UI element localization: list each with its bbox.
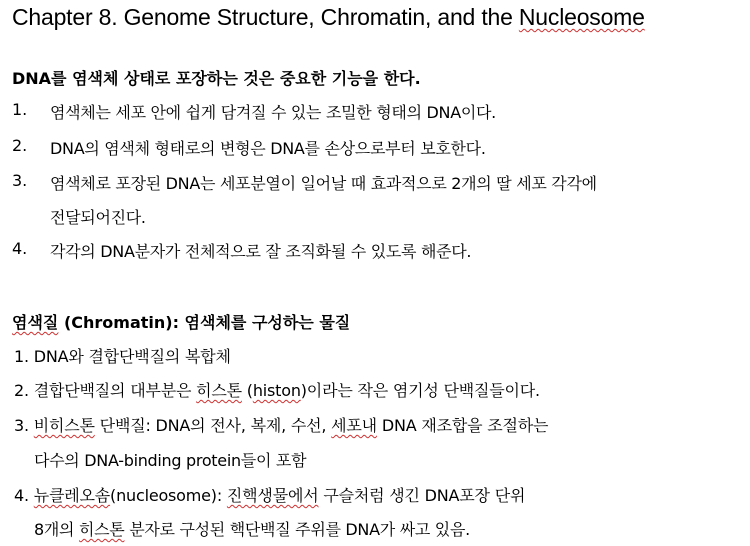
s2-item2-text-a: 결합단백질의 대부분은	[33, 381, 197, 400]
s2-item1-text: DNA와 결합단백질의 복합체	[33, 347, 231, 366]
s2-item3-text-d: DNA 재조합을 조절하는	[376, 416, 549, 435]
section2-heading-rest: (Chromatin): 염색체를 구성하는 물질	[58, 313, 351, 332]
s1-item4-text: 각각의 DNA분자가 전체적으로 잘 조직화될 수 있도록 해준다.	[50, 242, 472, 261]
s2-item2-num: 2.	[14, 381, 29, 400]
s1-item3-cont: 전달되어진다.	[50, 208, 146, 227]
s2-item4	[14, 483, 525, 506]
s2-item1-num: 1.	[14, 347, 29, 366]
section2-heading-word: 염색질	[12, 313, 59, 332]
s1-item1-num: 1.	[12, 100, 28, 119]
s2-item2-text-e: )이라는 작은 염기성 단백질들이다.	[300, 381, 540, 400]
s2-item4-text-d: 구슬처럼 생긴 DNA포장 단위	[318, 486, 526, 505]
s1-item2-text: DNA의 염색체 형태로의 변형은 DNA를 손상으로부터 보호한다.	[50, 139, 486, 158]
title-last-word: Nucleosome	[518, 4, 645, 30]
s2-item2-text-b: 히스톤	[196, 381, 242, 400]
s1-item3-text: 염색체로 포장된 DNA는 세포분열이 일어날 때 효과적으로 2개의 딸 세포 각각에	[50, 174, 597, 193]
s2-item4-text-c: 진핵생물에서	[226, 486, 319, 505]
s2-item3-text-c: 세포내	[331, 416, 377, 435]
s2-item4-cont-b: 히스톤	[78, 520, 125, 539]
s2-item4-cont	[34, 517, 470, 540]
s2-item4-text-a: 뉴클레오솜	[33, 486, 111, 505]
s2-item1	[14, 344, 231, 367]
s2-item3-cont: 다수의 DNA-binding protein들이 포함	[34, 451, 307, 470]
page-title	[12, 4, 645, 31]
title-prefix: Chapter 8. Genome Structure, Chromatin, and the	[12, 4, 519, 30]
s2-item3-num: 3.	[14, 416, 29, 435]
s2-item4-cont-c: 분자로 구성된 핵단백질 주위를 DNA가 싸고 있음.	[124, 520, 470, 539]
section2-heading	[12, 310, 350, 333]
s2-item2-text-d: histon	[252, 381, 301, 400]
s1-item2-num: 2.	[12, 136, 28, 155]
section1-heading: DNA를 염색체 상태로 포장하는 것은 중요한 기능을 한다.	[12, 69, 421, 88]
s2-item4-cont-a: 8개의	[34, 520, 79, 539]
s1-item4-num: 4.	[12, 239, 28, 258]
s2-item2	[14, 378, 540, 401]
s2-item2-text-c: (	[241, 381, 253, 400]
s2-item4-text-b: (nucleosome):	[110, 486, 227, 505]
s1-item3-num: 3.	[12, 171, 28, 190]
s1-item1-text: 염색체는 세포 안에 쉽게 담겨질 수 있는 조밀한 형태의 DNA이다.	[50, 103, 496, 122]
s2-item3	[14, 413, 548, 436]
s2-item3-text-b: 단백질: DNA의 전사, 복제, 수선,	[94, 416, 332, 435]
s2-item4-num: 4.	[14, 486, 29, 505]
s2-item3-text-a: 비히스톤	[33, 416, 95, 435]
